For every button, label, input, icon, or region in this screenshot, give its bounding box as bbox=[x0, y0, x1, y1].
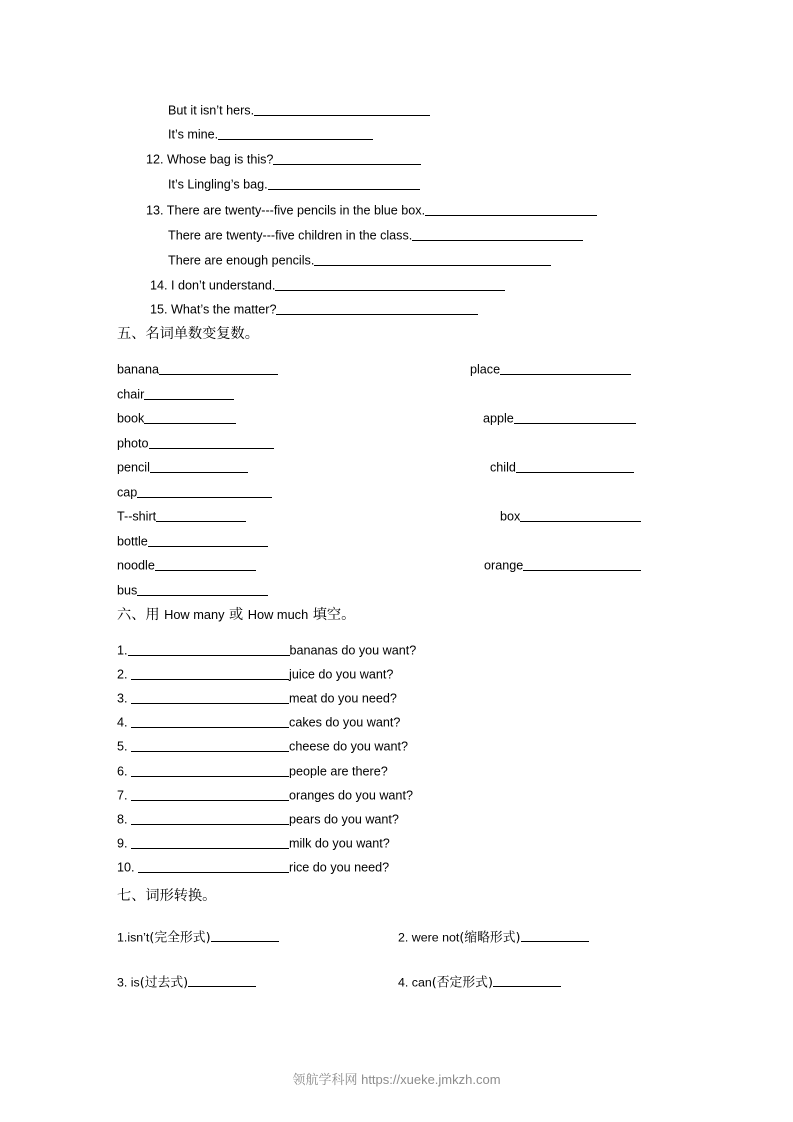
section-seven-heading-text: 七、词形转换。 bbox=[117, 888, 217, 904]
plural-blank[interactable] bbox=[159, 362, 278, 375]
plural-blank[interactable] bbox=[514, 411, 636, 424]
form-instruction: (过去式) bbox=[139, 975, 189, 991]
answer-blank[interactable] bbox=[211, 930, 279, 942]
word-plural-item bbox=[484, 558, 641, 572]
word-label: cap bbox=[117, 485, 138, 500]
word-label: banana bbox=[117, 362, 160, 377]
word-plural-item bbox=[470, 362, 631, 376]
item-number: 1. bbox=[117, 930, 128, 945]
form-instruction: (完全形式) bbox=[149, 930, 211, 946]
how-many-much-item bbox=[117, 715, 400, 729]
word-plural-item bbox=[117, 583, 268, 597]
section-five-heading-text: 五、名词单数变复数。 bbox=[117, 326, 259, 342]
sentence-text: I don’t understand. bbox=[171, 278, 276, 293]
answer-blank[interactable] bbox=[131, 691, 289, 704]
question-text: cheese do you want? bbox=[289, 739, 409, 754]
plural-blank[interactable] bbox=[500, 362, 631, 375]
sentence-text: Whose bag is this? bbox=[167, 152, 274, 167]
section-six-heading-suffix: 填空。 bbox=[308, 607, 356, 623]
word-label: orange bbox=[484, 558, 524, 573]
word-plural-item bbox=[117, 362, 278, 376]
answer-blank[interactable] bbox=[254, 103, 430, 116]
word-plural-item bbox=[117, 436, 274, 450]
item-number: 8. bbox=[117, 812, 132, 827]
answer-blank[interactable] bbox=[131, 764, 289, 777]
how-many-much-item bbox=[117, 788, 413, 802]
how-many-much-item bbox=[117, 643, 416, 657]
word-label: noodle bbox=[117, 558, 155, 573]
answer-blank[interactable] bbox=[188, 975, 256, 987]
how-many-much-item bbox=[117, 691, 397, 705]
plural-blank[interactable] bbox=[516, 460, 634, 473]
how-many-much-item bbox=[117, 764, 388, 778]
answer-blank[interactable] bbox=[493, 975, 561, 987]
sentence-item bbox=[146, 152, 421, 166]
section-six-heading bbox=[117, 608, 355, 622]
plural-blank[interactable] bbox=[144, 387, 234, 400]
section-seven-heading bbox=[117, 889, 216, 903]
answer-blank[interactable] bbox=[131, 739, 289, 752]
answer-blank[interactable] bbox=[268, 177, 420, 190]
plural-blank[interactable] bbox=[148, 534, 268, 547]
answer-blank[interactable] bbox=[273, 152, 421, 165]
word-form-item bbox=[398, 930, 589, 945]
word-label: apple bbox=[483, 411, 514, 426]
base-word: is bbox=[130, 975, 140, 990]
item-number: 10. bbox=[117, 860, 139, 875]
item-number: 14. bbox=[150, 278, 172, 293]
question-text: bananas do you want? bbox=[289, 643, 417, 658]
how-many-much-item bbox=[117, 812, 399, 826]
word-plural-item bbox=[117, 534, 268, 548]
item-number: 5. bbox=[117, 739, 132, 754]
item-number: 12. bbox=[146, 152, 168, 167]
section-six-option-how-many: How many bbox=[164, 607, 225, 622]
question-text: juice do you want? bbox=[289, 667, 394, 682]
word-label: book bbox=[117, 411, 145, 426]
section-six-option-how-much: How much bbox=[247, 607, 309, 622]
item-number: 3. bbox=[117, 975, 131, 990]
word-form-item bbox=[398, 975, 561, 990]
sentence-text: It’s Lingling’s bag. bbox=[168, 177, 268, 192]
item-number: 13. bbox=[146, 203, 167, 218]
question-text: rice do you need? bbox=[289, 860, 390, 875]
word-plural-item bbox=[117, 509, 246, 523]
plural-blank[interactable] bbox=[150, 460, 248, 473]
sentence-item bbox=[146, 203, 597, 217]
how-many-much-item bbox=[117, 860, 389, 874]
item-number: 15. bbox=[150, 302, 172, 317]
word-label: pencil bbox=[117, 460, 150, 475]
footer-watermark bbox=[0, 1069, 793, 1088]
sentence-text: It’s mine. bbox=[168, 127, 219, 142]
word-plural-item bbox=[117, 387, 234, 401]
item-number: 6. bbox=[117, 764, 132, 779]
sentence-text: There are twenty---five children in the class. bbox=[168, 228, 413, 243]
answer-blank[interactable] bbox=[276, 302, 478, 315]
form-instruction: (否定形式) bbox=[431, 975, 493, 991]
item-number: 7. bbox=[117, 788, 132, 803]
plural-blank[interactable] bbox=[149, 436, 274, 449]
sentence-text: There are enough pencils. bbox=[168, 253, 315, 268]
word-form-item bbox=[117, 975, 256, 990]
footer-url: https://xueke.jmkzh.com bbox=[361, 1072, 501, 1087]
word-plural-item bbox=[117, 558, 256, 572]
sentence-item bbox=[168, 127, 373, 141]
how-many-much-item bbox=[117, 836, 390, 850]
plural-blank[interactable] bbox=[523, 558, 641, 571]
question-text: pears do you want? bbox=[289, 812, 399, 827]
sentence-item bbox=[168, 103, 430, 117]
plural-blank[interactable] bbox=[155, 558, 256, 571]
section-six-heading-middle: 或 bbox=[224, 607, 248, 623]
word-label: photo bbox=[117, 436, 149, 451]
word-plural-item bbox=[117, 460, 248, 474]
item-number: 4. bbox=[117, 715, 132, 730]
answer-blank[interactable] bbox=[131, 836, 289, 849]
sentence-item bbox=[150, 302, 478, 316]
how-many-much-item bbox=[117, 739, 408, 753]
answer-blank[interactable] bbox=[131, 788, 289, 801]
question-text: milk do you want? bbox=[289, 836, 390, 851]
item-number: 2. bbox=[117, 667, 132, 682]
word-label: T--shirt bbox=[117, 509, 157, 524]
word-label: place bbox=[470, 362, 501, 377]
answer-blank[interactable] bbox=[128, 643, 290, 656]
sentence-text: There are twenty---five pencils in the blue box. bbox=[166, 203, 426, 218]
section-five-heading bbox=[117, 327, 259, 341]
answer-blank[interactable] bbox=[131, 812, 289, 825]
question-text: meat do you need? bbox=[289, 691, 397, 706]
word-plural-item bbox=[117, 485, 272, 499]
base-word: can bbox=[411, 975, 432, 990]
answer-blank[interactable] bbox=[425, 203, 597, 216]
sentence-text: But it isn’t hers. bbox=[168, 103, 255, 118]
sentence-text: What’s the matter? bbox=[171, 302, 277, 317]
plural-blank[interactable] bbox=[144, 411, 236, 424]
word-label: box bbox=[500, 509, 521, 524]
question-text: oranges do you want? bbox=[289, 788, 413, 803]
item-number: 4. bbox=[398, 975, 412, 990]
footer-site-name: 领航学科网 bbox=[292, 1073, 358, 1088]
word-label: child bbox=[490, 460, 516, 475]
item-number: 9. bbox=[117, 836, 132, 851]
plural-blank[interactable] bbox=[156, 509, 246, 522]
section-six-heading-prefix: 六、用 bbox=[117, 607, 165, 623]
word-plural-item bbox=[500, 509, 641, 523]
word-plural-item bbox=[490, 460, 634, 474]
item-number: 1. bbox=[117, 643, 128, 658]
answer-blank[interactable] bbox=[275, 278, 505, 291]
answer-blank[interactable] bbox=[412, 228, 583, 241]
base-word: were not bbox=[411, 930, 460, 945]
sentence-item bbox=[150, 278, 505, 292]
word-label: chair bbox=[117, 387, 145, 402]
answer-blank[interactable] bbox=[521, 930, 589, 942]
sentence-item bbox=[168, 253, 551, 267]
item-number: 3. bbox=[117, 691, 132, 706]
how-many-much-item bbox=[117, 667, 393, 681]
sentence-item bbox=[168, 228, 583, 242]
word-plural-item bbox=[483, 411, 636, 425]
plural-blank[interactable] bbox=[137, 485, 272, 498]
answer-blank[interactable] bbox=[138, 860, 289, 873]
question-text: people are there? bbox=[289, 764, 388, 779]
plural-blank[interactable] bbox=[520, 509, 641, 522]
word-plural-item bbox=[117, 411, 236, 425]
form-instruction: (缩略形式) bbox=[459, 930, 521, 946]
word-label: bottle bbox=[117, 534, 148, 549]
base-word: isn’t bbox=[127, 930, 150, 945]
sentence-item bbox=[168, 177, 420, 191]
answer-blank[interactable] bbox=[314, 253, 551, 266]
question-text: cakes do you want? bbox=[289, 715, 401, 730]
word-label: bus bbox=[117, 583, 138, 598]
answer-blank[interactable] bbox=[131, 715, 289, 728]
answer-blank[interactable] bbox=[131, 667, 289, 680]
plural-blank[interactable] bbox=[137, 583, 268, 596]
word-form-item bbox=[117, 930, 279, 945]
item-number: 2. bbox=[398, 930, 412, 945]
answer-blank[interactable] bbox=[218, 127, 373, 140]
